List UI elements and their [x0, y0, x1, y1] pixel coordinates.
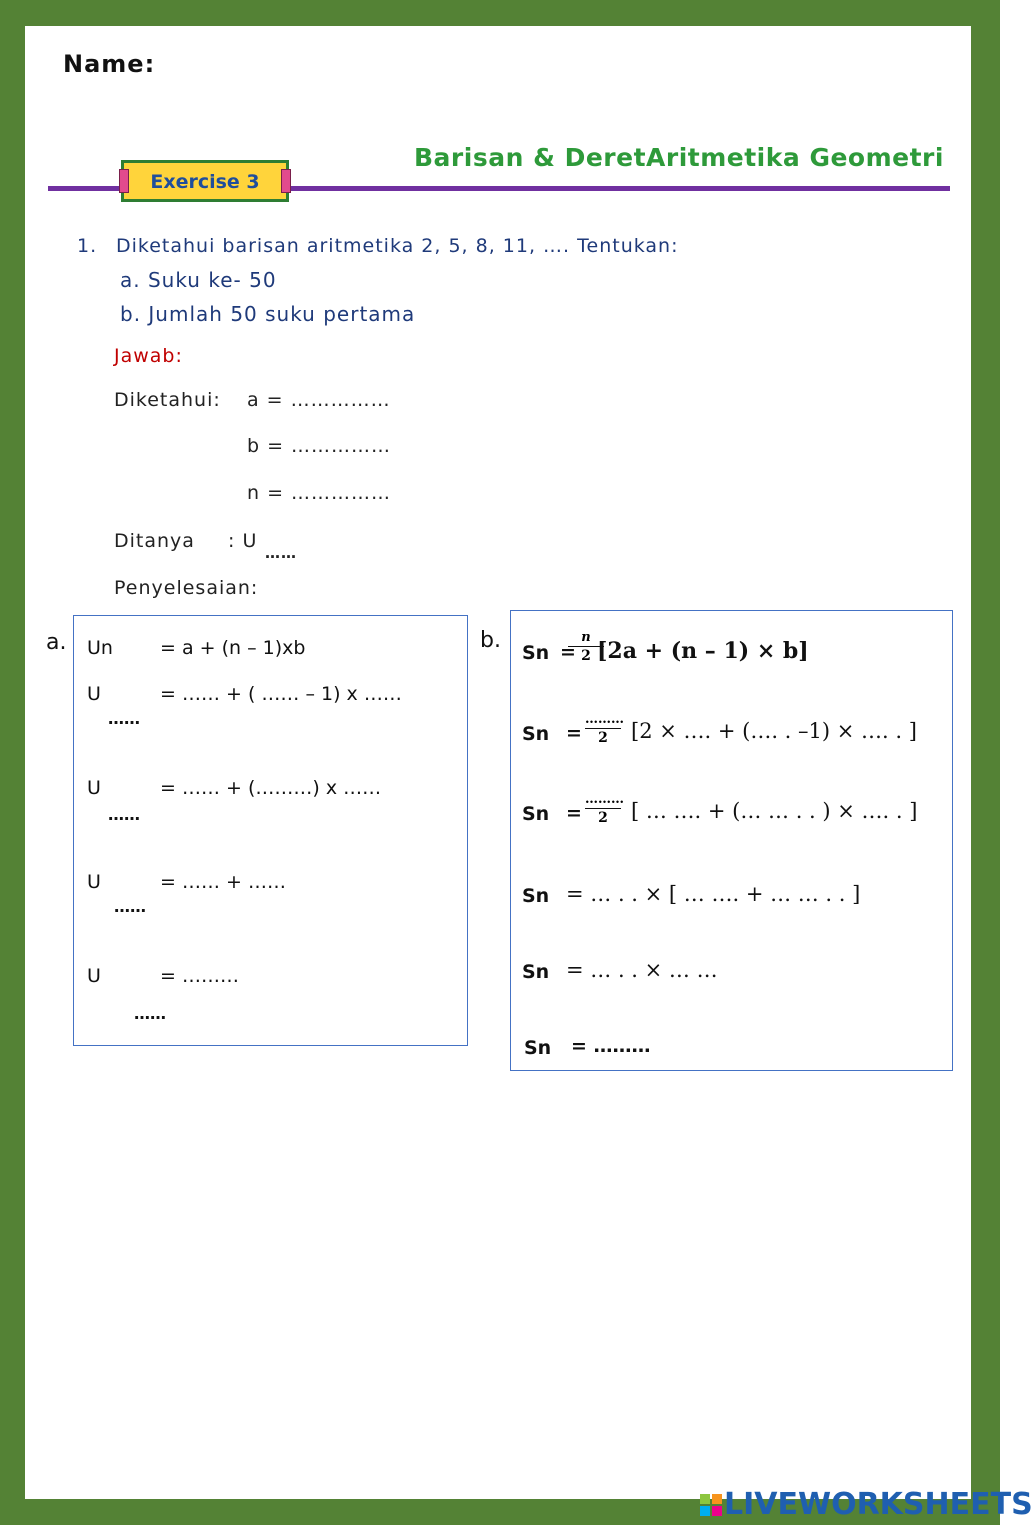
given-n-field[interactable]: n = ……………: [247, 482, 392, 504]
sum-step4-rhs-field[interactable]: = … . . × … …: [566, 958, 718, 982]
solution-label: Penyelesaian:: [114, 577, 259, 599]
question-number: 1.: [77, 235, 98, 257]
section-b-label: b.: [480, 628, 501, 653]
sum-formula-rhs: [2a + (n – 1) × b]: [597, 638, 809, 664]
sum-step1-lhs: Sn: [522, 723, 550, 745]
step4-subscript-field[interactable]: ……: [134, 1004, 166, 1023]
sum-formula-lhs: Sn: [522, 642, 550, 664]
given-a-field[interactable]: a = ……………: [247, 389, 391, 411]
sum-step2-fraction[interactable]: [585, 792, 624, 827]
sum-step1-denominator: 2: [598, 730, 608, 746]
question-part-a: a. Suku ke- 50: [120, 268, 277, 292]
asked-label: Ditanya: [114, 530, 195, 552]
exercise-badge: [121, 160, 289, 202]
sum-formula-eq: =: [560, 641, 576, 663]
step3-rhs-field[interactable]: = …… + ……: [160, 871, 286, 893]
sum-step2-eq: =: [566, 802, 582, 824]
answer-label: Jawab:: [114, 345, 183, 367]
badge-right-tab: [281, 169, 291, 193]
step1-subscript-field[interactable]: ……: [108, 709, 140, 728]
step1-rhs-field[interactable]: = …… + ( …… – 1) x ……: [160, 683, 402, 705]
sum-step1-rhs-field[interactable]: [2 × …. + (…. . –1) × …. . ]: [631, 719, 917, 743]
sum-step3-lhs: Sn: [522, 885, 550, 907]
step2-subscript-field[interactable]: ……: [108, 805, 140, 824]
step2-lhs: U: [87, 777, 101, 799]
sum-step3-rhs-field[interactable]: = … . . × [ … …. + … … . . ]: [566, 882, 861, 906]
formula-lhs: Un: [87, 637, 113, 659]
sum-step2-rhs-field[interactable]: [ … …. + (… … . . ) × …. . ]: [631, 799, 918, 823]
section-a-label: a.: [46, 630, 67, 655]
sum-step1-fraction[interactable]: [585, 712, 624, 747]
liveworksheets-watermark: LIVEWORKSHEETS: [724, 1487, 1033, 1522]
liveworksheets-logo-icon: [700, 1494, 722, 1516]
sum-step2-lhs: Sn: [522, 803, 550, 825]
sum-step2-numerator-field[interactable]: ………: [585, 792, 624, 807]
sum-result-field[interactable]: = ………: [571, 1035, 651, 1057]
sum-result-lhs: Sn: [524, 1037, 552, 1059]
step3-subscript-field[interactable]: ……: [114, 897, 146, 916]
given-label: Diketahui:: [114, 389, 221, 411]
sum-step4-lhs: Sn: [522, 961, 550, 983]
given-b-field[interactable]: b = ……………: [247, 435, 392, 457]
fraction-numerator: n: [568, 630, 604, 647]
step4-lhs: U: [87, 965, 101, 987]
asked-subscript-field[interactable]: ……: [265, 544, 297, 562]
question-part-b: b. Jumlah 50 suku pertama: [120, 302, 416, 326]
step2-rhs-field[interactable]: = …… + (………) x ……: [160, 777, 382, 799]
section-b-box: [510, 610, 953, 1071]
fraction-denominator: 2: [581, 648, 591, 664]
sum-step2-denominator: 2: [598, 810, 608, 826]
sum-step1-numerator-field[interactable]: ………: [585, 712, 624, 727]
asked-value: : U: [228, 530, 258, 552]
topic-title: Barisan & DeretAritmetika Geometri: [414, 143, 944, 172]
section-a-box: [73, 615, 468, 1046]
step4-rhs-field[interactable]: = ………: [160, 965, 239, 987]
formula-rhs: = a + (n – 1)xb: [160, 637, 306, 659]
sum-step1-eq: =: [566, 722, 582, 744]
step3-lhs: U: [87, 871, 101, 893]
question-text: Diketahui barisan aritmetika 2, 5, 8, 11, …. Tentukan:: [116, 235, 679, 257]
step1-lhs: U: [87, 683, 101, 705]
exercise-badge-label: Exercise 3: [150, 171, 260, 193]
name-label: Name:: [63, 50, 156, 78]
